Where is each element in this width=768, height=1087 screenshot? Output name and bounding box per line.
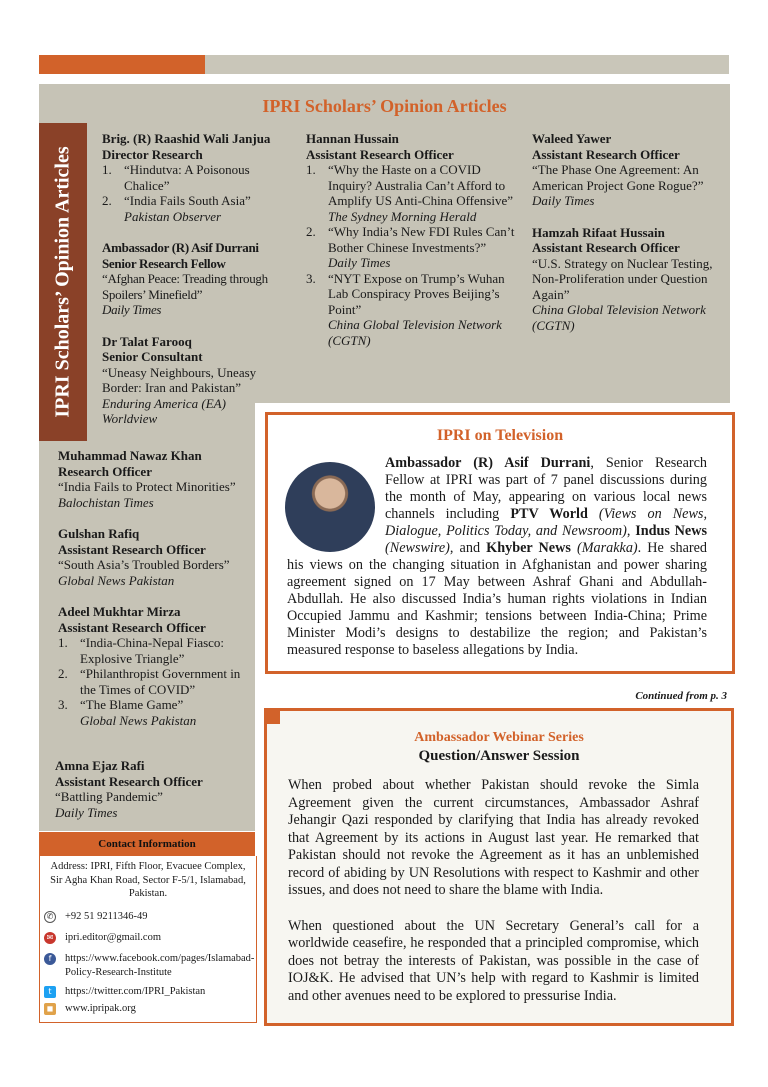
- list-item: 3. “NYT Expose on Trump’s Wuhan Lab Conspiracy Proves Beijing’s Point” China Global Television Network (CGTN): [306, 270, 505, 348]
- scholar-entry: [58, 448, 248, 510]
- contact-facebook[interactable]: https://www.facebook.com/pages/Islamabad-Policy-Research-Institute: [65, 953, 255, 978]
- article-source: Pakistan Observer: [124, 208, 222, 224]
- web-icon: ◼: [44, 1003, 56, 1015]
- scholar-name: Adeel Mukhtar Mirza: [58, 604, 181, 619]
- tv-text-run: . He shared his views on the changing situation in Afghanistan and power sharing agreement signed on 17 May between Ashraf Ghani and Abdullah-Abdullah. He also discussed India’s human rights violations in Indian Occupied Jammu and Kashmir; tensions between India-China; Prime Minister Modi’s designs to destabilize the region; and Pakistan’s measured response to baseless allegations by India.: [287, 540, 707, 658]
- scholar-name: Hannan Hussain: [306, 131, 399, 146]
- scholar-role: Senior Research Fellow: [102, 255, 226, 271]
- tv-text-run: , and: [449, 540, 487, 556]
- article-title: “Uneasy Neighbours, Uneasy Border: Iran and Pakistan”: [102, 364, 257, 395]
- list-item: 2. “Why India’s New FDI Rules Can’t Bother Chinese Investments?” Daily Times: [306, 224, 515, 270]
- scholar-role: Assistant Research Officer: [532, 146, 680, 162]
- continued-note: Continued from p. 3: [635, 690, 727, 702]
- article-source: Daily Times: [55, 804, 118, 820]
- article-source: Enduring America (EA) Worldview: [102, 395, 226, 426]
- webinar-paragraph: When probed about whether Pakistan should revoke the Simla Agreement given the current circumstances, Ambassador Ashraf Jehangir Qazi responded by clarifying that India has already revoked that Agreement by its actions in August last year. He remarked that Pakistan should not revoke the Agreement as it has an unblemished record of abiding by UN Resolutions with respect to Kashmir and other issues, and does not need to share the blame with India.: [288, 777, 699, 898]
- column-3: [532, 131, 717, 349]
- scholar-name: Ambassador (R) Asif Durrani: [102, 240, 259, 255]
- article-title: “Afghan Peace: Treading through Spoilers’ Minefield”: [102, 271, 268, 302]
- scholar-name: Amna Ejaz Rafi: [55, 758, 145, 773]
- article-source: Daily Times: [328, 255, 391, 270]
- contact-twitter-row: [44, 985, 205, 999]
- list-item: 2. “India Fails South Asia”: [102, 193, 251, 208]
- contact-phone-row: [44, 910, 148, 924]
- webinar-title: Ambassador Webinar Series: [414, 730, 584, 745]
- scholar-entry: [532, 225, 717, 334]
- webinar-paragraph: When questioned about the UN Secretary General’s call for a worldwide ceasefire, he responded that a principled compromise, which does not betray the interests of Pakistan, was possible in the case of IOJ&K. He advised that UN’s help with regard to Kashmir is limited and other avenues need to be explored to pressurise India.: [288, 917, 699, 1004]
- avatar-spacer: [287, 455, 385, 547]
- scholar-role: Senior Consultant: [102, 349, 203, 364]
- contact-heading: Contact Information: [39, 832, 255, 856]
- webinar-corner: [264, 708, 280, 724]
- contact-phone[interactable]: +92 51 9211346-49: [65, 911, 148, 922]
- tv-text-run: ,: [626, 523, 636, 539]
- tv-text-run: Indus News: [635, 523, 707, 539]
- article-title: “South Asia’s Troubled Borders”: [58, 557, 230, 572]
- scholar-name: Gulshan Rafiq: [58, 526, 140, 541]
- scholar-name: Muhammad Nawaz Khan: [58, 448, 202, 463]
- article-title: “NYT Expose on Trump’s Wuhan Lab Conspiracy Proves Beijing’s Point”: [328, 270, 505, 317]
- article-title: “Battling Pandemic”: [55, 789, 163, 804]
- scholar-name: Dr Talat Farooq: [102, 333, 192, 349]
- article-source: The Sydney Morning Herald: [328, 208, 477, 224]
- tv-text-run: , Senior Research Fellow at IPRI was part of 7 panel discussions during the month of May, appearing on various local news channels including: [385, 455, 707, 522]
- tv-text-run: Ambassador (R) Asif Durrani: [385, 455, 591, 471]
- article-source: Global News Pakistan: [58, 572, 175, 588]
- article-title: “The Phase One Agreement: An American Project Gone Rogue?”: [532, 162, 704, 193]
- scholar-name: Brig. (R) Raashid Wali Janjua: [102, 131, 271, 146]
- article-source: China Global Television Network (CGTN): [328, 317, 502, 348]
- list-item: 1. “Hindutva: A Poisonous Chalice”: [102, 162, 282, 193]
- tv-text-run: Khyber News: [486, 540, 571, 556]
- article-source: Daily Times: [102, 302, 162, 317]
- scholar-role: Director Research: [102, 146, 203, 162]
- scholar-entry: [58, 526, 248, 588]
- scholar-entry: [102, 131, 282, 224]
- contact-facebook-row: [44, 952, 255, 979]
- column-2: [306, 131, 516, 348]
- contact-address: Address: IPRI, Fifth Floor, Evacuee Complex, Sir Agha Khan Road, Sector F-5/1, Islamabad, Pakistan.: [50, 861, 246, 899]
- column-1: [102, 131, 282, 443]
- contact-twitter[interactable]: https://twitter.com/IPRI_Pakistan: [65, 986, 206, 997]
- scholar-entry: [102, 334, 272, 427]
- phone-icon: ✆: [44, 911, 56, 923]
- scholar-role: Assistant Research Officer: [532, 240, 680, 255]
- list-item: 2. “Philanthropist Government in the Times of COVID”: [58, 666, 248, 697]
- scholar-entry: [102, 240, 282, 318]
- article-title: “U.S. Strategy on Nuclear Testing, Non-Proliferation under Question Again”: [532, 255, 713, 302]
- article-source: Balochistan Times: [58, 494, 154, 510]
- webinar-body: [288, 777, 699, 1023]
- scholar-entry: [58, 604, 248, 728]
- article-title: “India Fails South Asia”: [124, 193, 251, 208]
- scholar-role: Assistant Research Officer: [55, 773, 203, 789]
- scholar-role: Assistant Research Officer: [58, 541, 206, 557]
- webinar-subtitle: Question/Answer Session: [418, 748, 580, 764]
- scholar-role: Assistant Research Officer: [306, 146, 454, 162]
- tv-title: IPRI on Television: [436, 427, 564, 444]
- scholar-role: Research Officer: [58, 463, 152, 479]
- contact-email[interactable]: ipri.editor@gmail.com: [65, 932, 161, 943]
- scholar-role: Assistant Research Officer: [58, 619, 206, 635]
- contact-email-row: [44, 931, 161, 945]
- article-title: “Why the Haste on a COVID Inquiry? Australia Can’t Afford to Amplify US Anti-China Offensive”: [328, 162, 513, 208]
- email-icon: ✉: [44, 932, 56, 944]
- left-column: [58, 448, 248, 744]
- contact-web[interactable]: www.ipripak.org: [65, 1003, 136, 1014]
- contact-web-row: [44, 1002, 136, 1016]
- article-title: “Hindutva: A Poisonous Chalice”: [124, 162, 250, 193]
- top-bar-accent: [39, 55, 205, 74]
- article-title: “India Fails to Protect Minorities”: [58, 479, 236, 494]
- list-item: 1. “India-China-Nepal Fiasco: Explosive Triangle”: [58, 635, 248, 666]
- article-source: China Global Television Network (CGTN): [532, 302, 706, 333]
- tv-text-run: PTV World: [510, 506, 588, 522]
- article-title: “Philanthropist Government in the Times of COVID”: [80, 666, 241, 697]
- tv-paragraph: [287, 455, 707, 659]
- facebook-icon: f: [44, 953, 56, 965]
- tv-text-run: (Newswire): [385, 540, 450, 556]
- twitter-icon: t: [44, 986, 56, 998]
- vertical-tab-label: IPRI Scholars’ Opinion Articles: [51, 146, 74, 418]
- scholar-name: Waleed Yawer: [532, 131, 612, 146]
- article-title: “Why India’s New FDI Rules Can’t Bother Chinese Investments?”: [328, 224, 515, 255]
- tv-text-run: (Marakka): [570, 540, 638, 556]
- panel-title: IPRI Scholars’ Opinion Articles: [262, 96, 507, 116]
- article-source: Daily Times: [532, 193, 595, 208]
- list-item: 1. “Why the Haste on a COVID Inquiry? Australia Can’t Afford to Amplify US Anti-China Offensive” The Sydney Morning Herald: [306, 162, 513, 224]
- list-item: 3. “The Blame Game”: [58, 697, 184, 712]
- article-title: “India-China-Nepal Fiasco: Explosive Triangle”: [80, 635, 225, 666]
- tv-text-run: (Views on News, Dialogue, Politics Today, and Newsroom): [385, 506, 707, 539]
- scholar-name: Hamzah Rifaat Hussain: [532, 224, 665, 240]
- scholar-entry: [55, 758, 245, 820]
- article-title: “The Blame Game”: [80, 697, 184, 712]
- article-source: Global News Pakistan: [80, 712, 197, 728]
- top-bar: [205, 55, 729, 74]
- scholar-entry: [532, 131, 717, 209]
